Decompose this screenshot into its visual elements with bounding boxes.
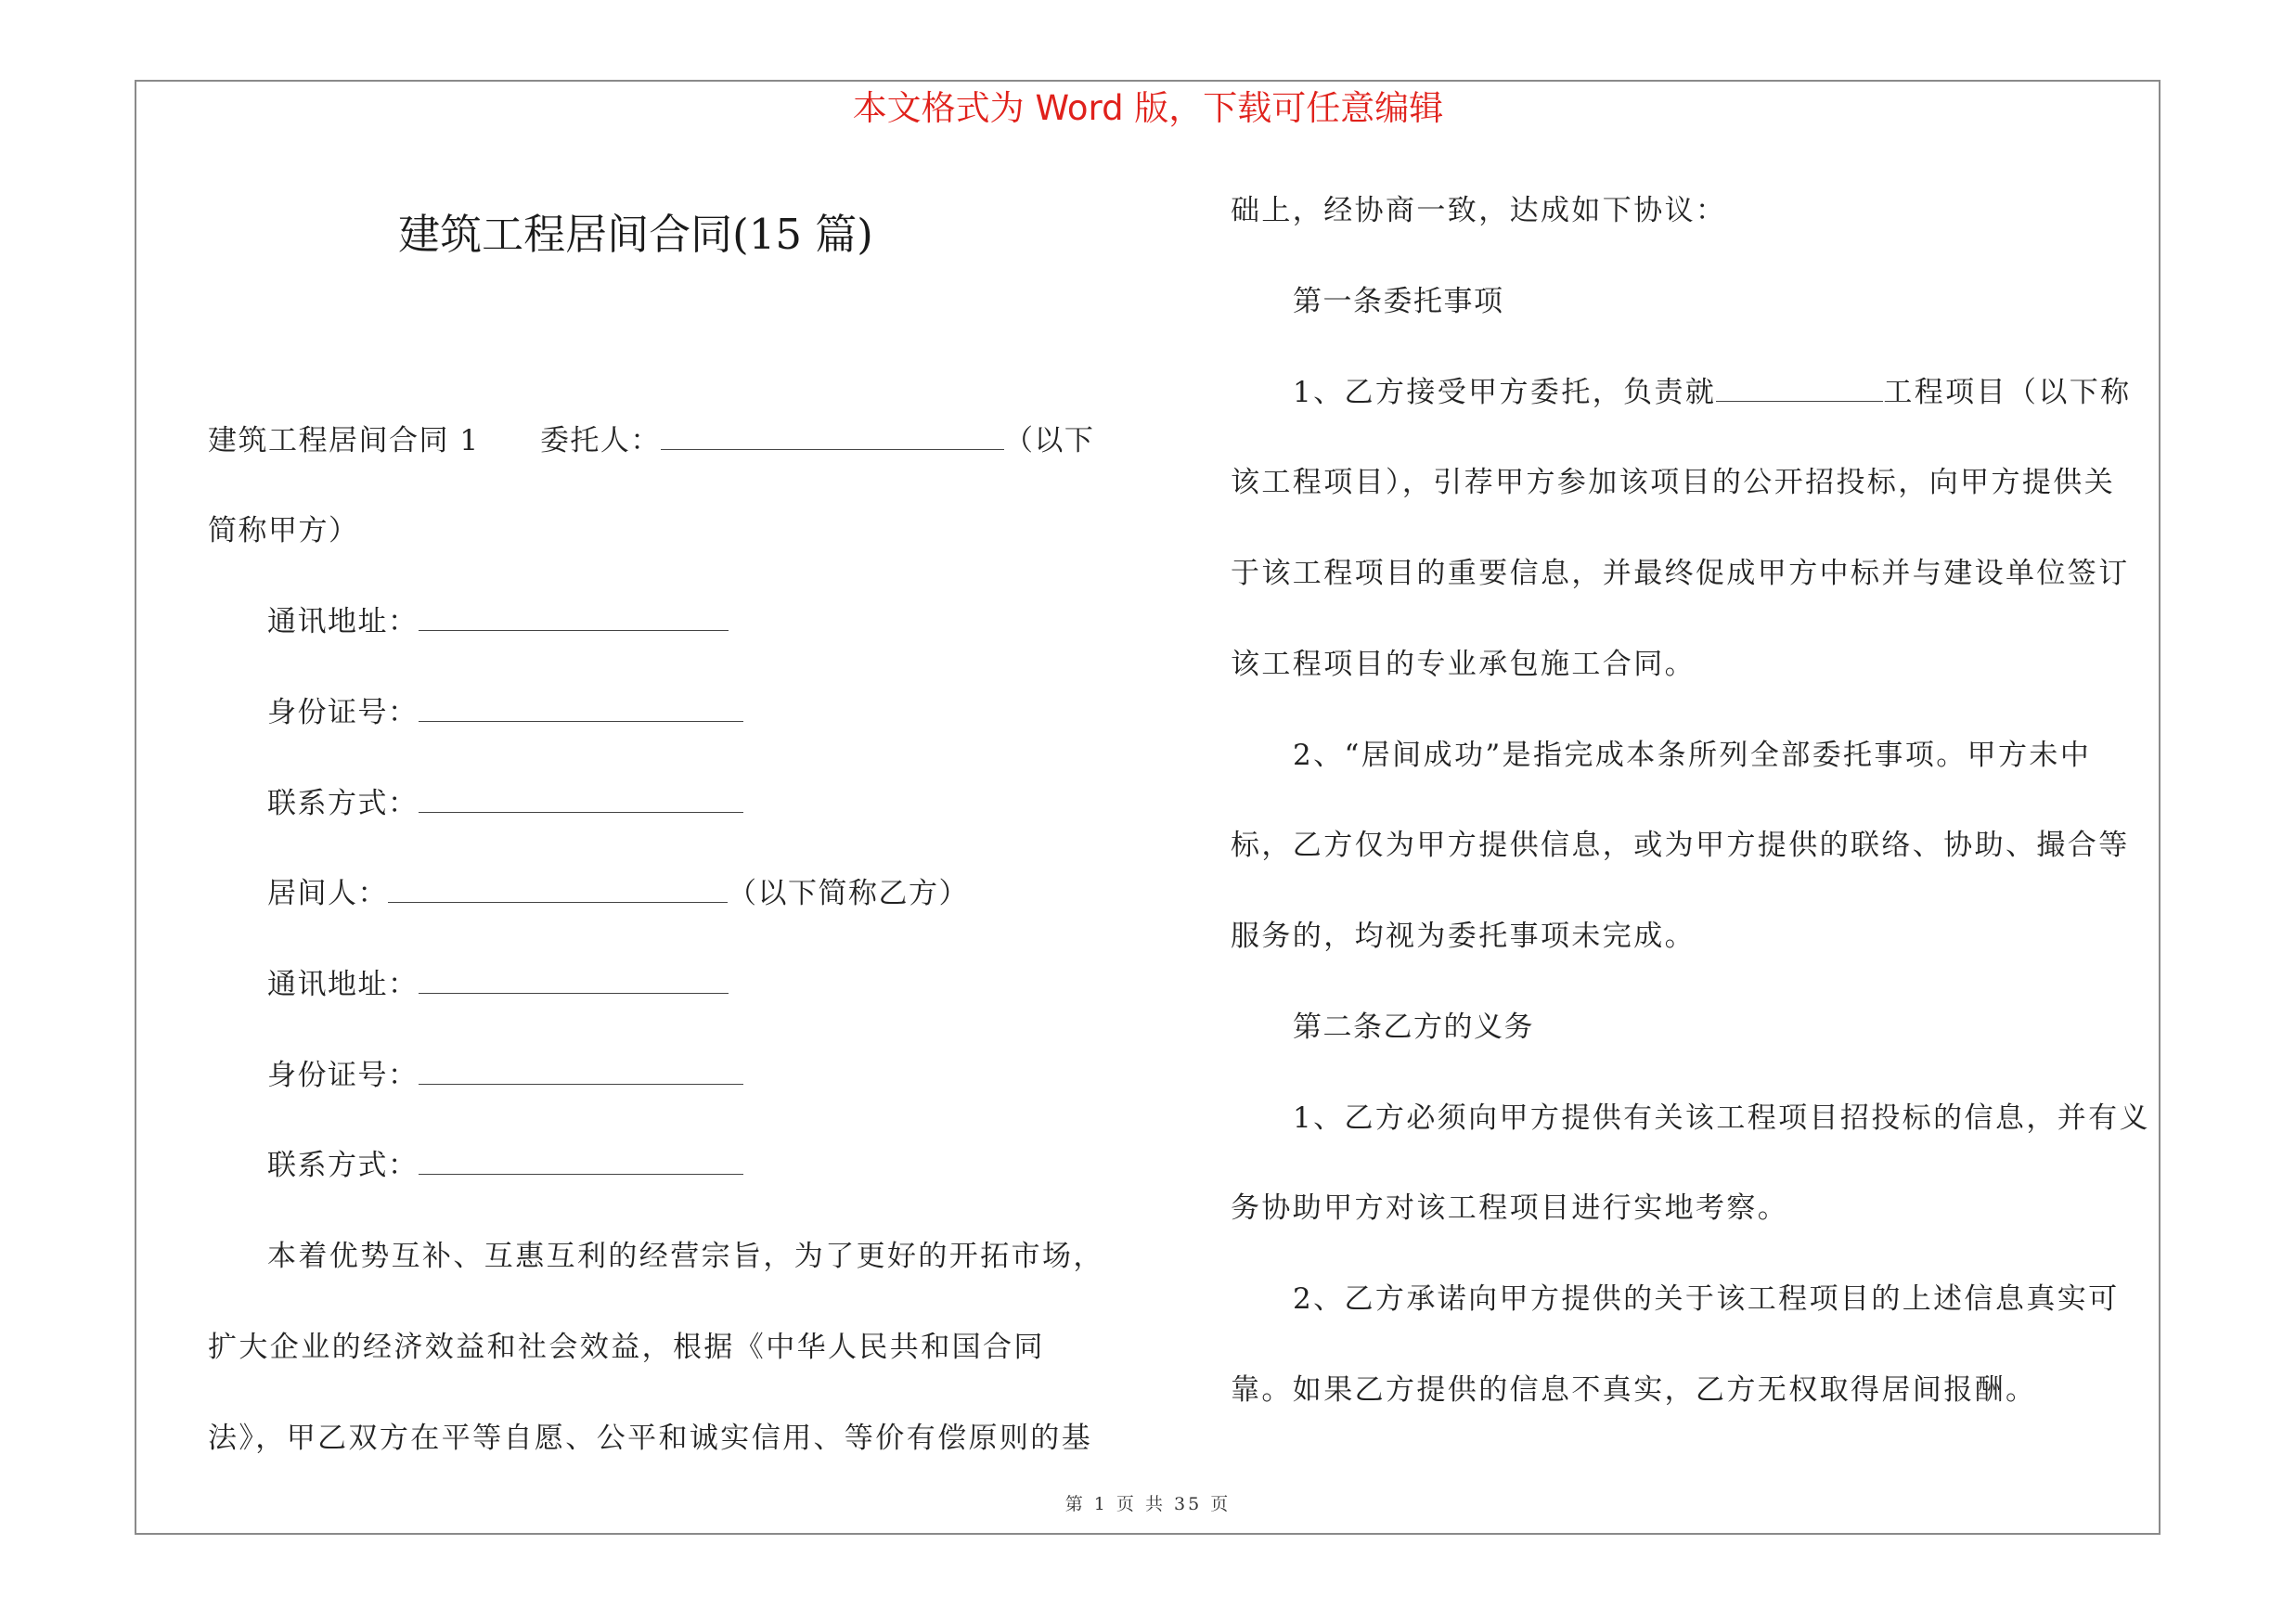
- broker-suffix: （以下简称乙方）: [728, 877, 969, 910]
- client-line-cont: 简称甲方）: [208, 514, 359, 547]
- footer-middle: 页 共: [1116, 1494, 1166, 1514]
- article-2-heading: 第二条乙方的义务: [1293, 1011, 1534, 1044]
- article-1-heading: 第一条委托事项: [1293, 285, 1504, 318]
- broker-line: [267, 873, 969, 914]
- preamble-line-1: 本着优势互补、互惠互利的经营宗旨，为了更好的开拓市场，: [267, 1240, 1104, 1273]
- broker-id-line: [267, 1055, 743, 1096]
- right-line-12: 务协助甲方对该工程项目进行实地考察。: [1231, 1191, 1789, 1225]
- client-suffix: （以下: [1003, 424, 1095, 457]
- broker-id-label: 身份证号：: [267, 1059, 419, 1092]
- broker-address-line: [267, 964, 729, 1005]
- broker-contact-blank[interactable]: [419, 1148, 743, 1175]
- broker-contact-label: 联系方式：: [267, 1149, 419, 1182]
- right-line-11: 1、乙方必须向甲方提供有关该工程项目招投标的信息，并有义: [1293, 1101, 2150, 1135]
- client-id-blank[interactable]: [419, 695, 743, 722]
- right-line-9: 服务的，均视为委托事项未完成。: [1231, 920, 1696, 953]
- contract-heading: 建筑工程居间合同 1: [208, 424, 480, 457]
- footer-prefix: 第: [1064, 1494, 1086, 1514]
- client-id-line: [267, 692, 743, 733]
- right-line-6: 该工程项目的专业承包施工合同。: [1231, 648, 1696, 681]
- client-name-blank[interactable]: [661, 423, 1004, 450]
- right-line-13: 2、乙方承诺向甲方提供的关于该工程项目的上述信息真实可: [1293, 1282, 2120, 1316]
- preamble-line-2: 扩大企业的经济效益和社会效益，根据《中华人民共和国合同: [208, 1331, 1045, 1364]
- client-label: 委托人：: [539, 424, 661, 457]
- footer-page-number: 1: [1093, 1494, 1108, 1514]
- right-line-5: 于该工程项目的重要信息，并最终促成甲方中标并与建设单位签订: [1231, 557, 2130, 590]
- footer-total-pages: 35: [1174, 1494, 1203, 1514]
- right-line-1: 础上，经协商一致，达成如下协议：: [1231, 194, 1727, 227]
- broker-name-blank[interactable]: [388, 876, 728, 903]
- client-contact-label: 联系方式：: [267, 787, 419, 820]
- article-1-item-1: [1293, 372, 2132, 413]
- client-contact-line: [267, 783, 743, 824]
- client-contact-blank[interactable]: [419, 786, 743, 813]
- preamble-line-3: 法》，甲乙双方在平等自愿、公平和诚实信用、等价有偿原则的基: [208, 1422, 1093, 1455]
- right-line-4: 该工程项目），引荐甲方参加该项目的公开招投标，向甲方提供关: [1231, 466, 2116, 499]
- right-line-14: 靠。如果乙方提供的信息不真实，乙方无权取得居间报酬。: [1231, 1373, 2037, 1407]
- broker-address-label: 通讯地址：: [267, 968, 419, 1001]
- right-line-7: 2、“居间成功”是指完成本条所列全部委托事项。甲方未中: [1293, 739, 2092, 772]
- client-line: [208, 420, 1094, 461]
- client-address-blank[interactable]: [419, 604, 729, 631]
- broker-id-blank[interactable]: [419, 1058, 743, 1085]
- document-title: 建筑工程居间合同(15 篇): [398, 210, 873, 259]
- client-id-label: 身份证号：: [267, 696, 419, 729]
- broker-contact-line: [267, 1145, 743, 1186]
- editable-banner: 本文格式为 Word 版，下载可任意编辑: [852, 88, 1444, 128]
- client-address-line: [267, 601, 729, 642]
- article-1-item-1-start: 1、乙方接受甲方委托，负责就: [1293, 376, 1717, 409]
- project-name-blank[interactable]: [1716, 375, 1883, 402]
- footer-suffix: 页: [1210, 1494, 1232, 1514]
- broker-label: 居间人：: [267, 877, 388, 910]
- article-1-item-1-end: 工程项目（以下称: [1883, 376, 2132, 409]
- right-line-8: 标，乙方仅为甲方提供信息，或为甲方提供的联络、协助、撮合等: [1231, 829, 2130, 862]
- broker-address-blank[interactable]: [419, 967, 729, 994]
- page-footer: [0, 1491, 2296, 1517]
- client-address-label: 通讯地址：: [267, 605, 419, 638]
